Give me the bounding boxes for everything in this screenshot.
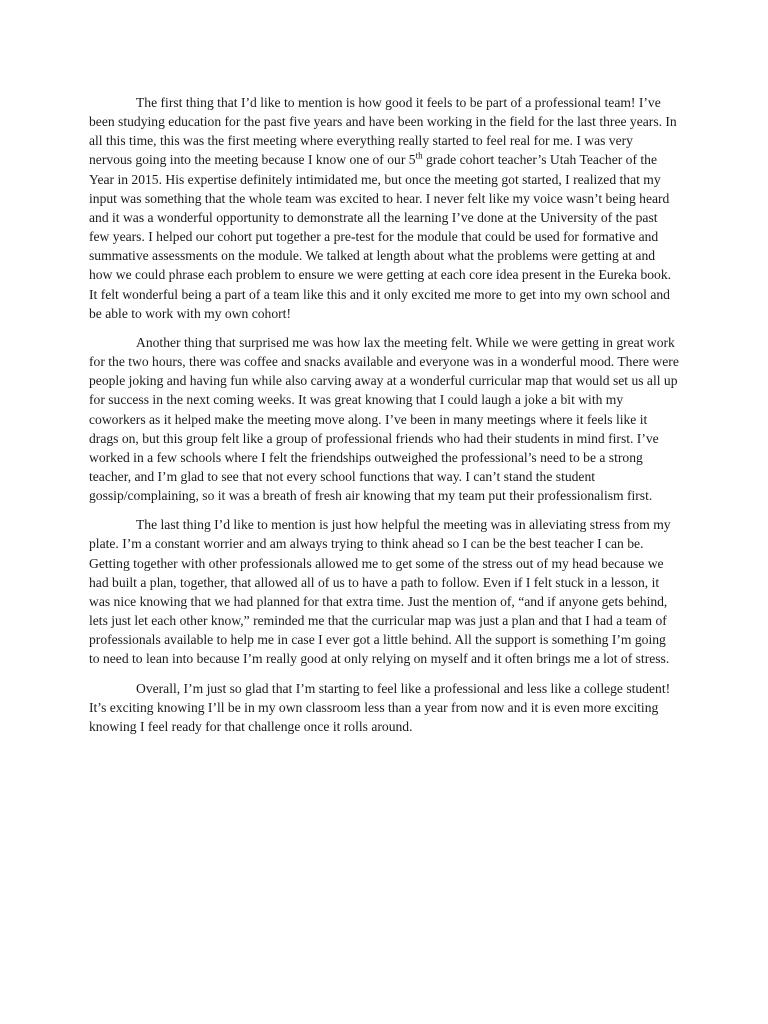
ordinal-superscript: th: [415, 150, 423, 161]
paragraph-1-text-start: The first thing that I’d like to mention is how good it feels to be part of a professional team! I’ve been studying education for the past five years and have been working in the field for the last three years. In all this time, this was the first meeting where everything really started to feel real for me. I was very nervous going into the meeting because I know one of our 5: [89, 95, 677, 168]
paragraph-3: The last thing I’d like to mention is just how helpful the meeting was in alleviating stress from my plate. I’m a constant worrier and am always trying to think ahead so I can be the best teacher I can be. Getting together with other professionals allowed me to get some of the stress out of my head because we had built a plan, together, that allowed all of us to have a path to follow. Even if I felt stuck in a lesson, it was nice knowing that we had planned for that extra time. Just the mention of, “and if anyone gets behind, lets just let each other know,” reminded me that the curricular map was just a plan and that I had a team of professionals available to help me in case I ever got a little behind. All the support is something I’m going to need to lean into because I’m really good at only relying on myself and it often brings me a lot of stress.: [89, 517, 671, 667]
document-body: [89, 93, 679, 746]
paragraph-1: [89, 93, 679, 323]
paragraph-4: Overall, I’m just so glad that I’m starting to feel like a professional and less like a college student! It’s exciting knowing I’ll be in my own classroom less than a year from now and it is even more exciting knowing I feel ready for that challenge once it rolls around.: [89, 680, 671, 734]
paragraph-1-text-end: grade cohort teacher’s Utah Teacher of the Year in 2015. His expertise definitely intimidated me, but once the meeting got started, I realized that my input was something that the whole team was excited to hear. I never felt like my voice wasn’t being heard and it was a wonderful opportunity to demonstrate all the learning I’ve done at the University of the past few years. I helped our cohort put together a pre-test for the module that could be used for formative and summative assessments on the module. We talked at length about what the problems were getting at and how we could phrase each problem to ensure we were getting at each core idea present in the Eureka book. It felt wonderful being a part of a team like this and it only excited me more to get into my own school and be able to work with my own cohort!: [89, 152, 672, 321]
paragraph-2: Another thing that surprised me was how lax the meeting felt. While we were getting in great work for the two hours, there was coffee and snacks available and everyone was in a wonderful mood. There were people joking and having fun while also carving away at a wonderful curricular map that would set us all up for success in the next coming weeks. It was great knowing that I could laugh a joke a bit with my coworkers as it helped make the meeting move along. I’ve been in many meetings where it feels like it drags on, but this group felt like a group of professional friends who had their students in mind first. I’ve worked in a few schools where I felt the friendships outweighed the professional’s need to be a strong teacher, and I’m glad to see that not every school functions that way. I can’t stand the student gossip/complaining, so it was a breath of fresh air knowing that my team put their professionalism first.: [89, 334, 679, 504]
